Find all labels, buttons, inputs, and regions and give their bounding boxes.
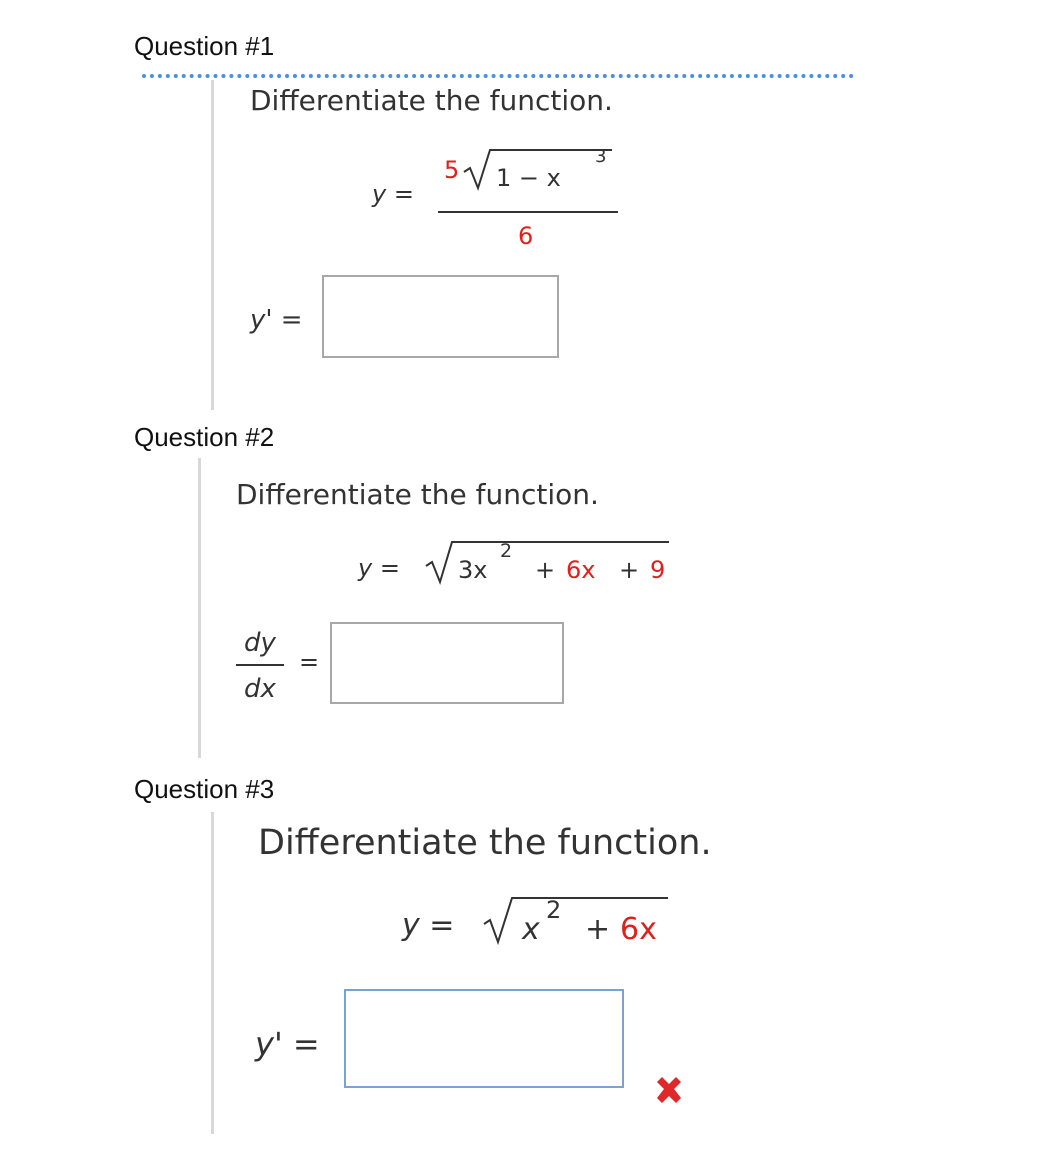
question-2-answer-label-bar bbox=[236, 664, 284, 666]
question-3-equation-lhs: y = bbox=[402, 908, 455, 943]
question-2-term-3: 9 bbox=[650, 556, 666, 584]
question-3-term-2: 6x bbox=[620, 912, 657, 947]
question-2-prompt: Differentiate the function. bbox=[236, 478, 599, 511]
question-2-exponent: 2 bbox=[500, 540, 513, 562]
question-3-exponent: 2 bbox=[546, 896, 562, 924]
question-3-border bbox=[211, 812, 214, 1134]
question-1-answer-input[interactable] bbox=[322, 275, 559, 358]
question-1-border bbox=[211, 80, 214, 410]
question-1-radicand bbox=[496, 164, 561, 192]
question-2-answer-label-denominator: dx bbox=[244, 674, 276, 704]
question-2-term-2: 6x bbox=[566, 556, 596, 584]
question-2-plus-2: + bbox=[619, 556, 640, 584]
question-1-prompt: Differentiate the function. bbox=[250, 84, 613, 117]
question-1-divider bbox=[142, 74, 854, 78]
question-2-equation-lhs: y = bbox=[358, 554, 400, 582]
question-2-term-1-text: 3x bbox=[458, 556, 488, 584]
question-1-fraction-bar bbox=[438, 211, 618, 213]
question-2-plus-1: + bbox=[535, 556, 556, 584]
question-3-answer-input[interactable] bbox=[344, 989, 624, 1088]
question-1-denominator: 6 bbox=[518, 222, 534, 250]
question-2-answer-equals: = bbox=[299, 648, 320, 676]
question-2-answer-input[interactable] bbox=[330, 622, 564, 704]
question-2-answer-label-numerator: dy bbox=[244, 628, 276, 658]
question-2-border bbox=[198, 458, 201, 758]
question-1-title: Question #1 bbox=[134, 31, 275, 61]
question-1-exponent: 3 bbox=[595, 146, 607, 167]
question-1-coefficient: 5 bbox=[444, 156, 460, 184]
question-3-answer-label: y' = bbox=[255, 1025, 320, 1063]
question-3-term-1: x bbox=[522, 912, 540, 947]
question-3-title: Question #3 bbox=[134, 774, 275, 804]
question-1-equation-lhs: y = bbox=[372, 180, 414, 208]
x-mark-icon bbox=[650, 1072, 688, 1110]
question-3-prompt: Differentiate the function. bbox=[258, 823, 712, 863]
question-2-term-1 bbox=[458, 556, 487, 584]
question-3-plus: + bbox=[585, 912, 611, 947]
question-1-answer-label: y' = bbox=[250, 305, 303, 335]
question-2-title: Question #2 bbox=[134, 422, 275, 452]
question-1-radicand-text: 1 − x bbox=[496, 164, 561, 192]
